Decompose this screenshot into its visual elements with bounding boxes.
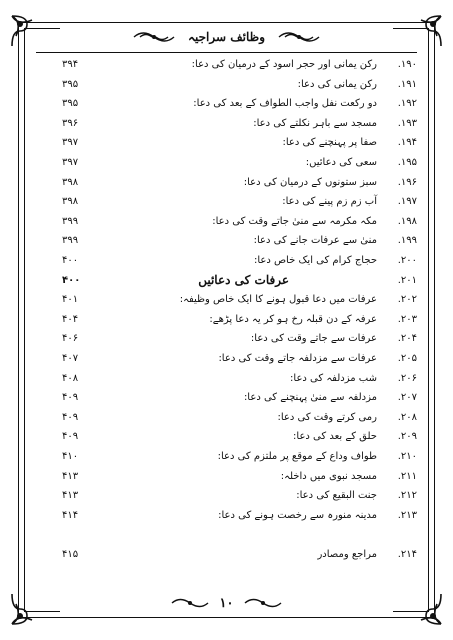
toc-row [36,154,417,174]
toc-entry-title: عرفات سے مزدلفہ جاتے وقت کی دعا: [218,353,377,364]
toc-page-number: ۳۹۴ [62,59,79,70]
toc-entry-number: ۲۰۳. [397,313,417,325]
toc-entry-number: ۱۹۲. [397,98,417,110]
header-divider [36,52,417,53]
running-header [60,24,393,50]
toc-entry-number: ۲۱۱. [397,470,417,482]
toc-section-heading [36,272,417,292]
toc-page-number: ۳۹۸ [62,176,79,188]
toc-entry-number: ۲۰۵. [397,353,417,364]
toc-entry-title: رکن یمانی کی دعا: [297,78,377,90]
toc-entry-title: مسجد نبوی میں داخلہ: [280,470,377,482]
toc-page-number: ۴۰۹ [62,392,79,404]
toc-entry-number: ۲۰۴. [397,333,417,345]
header-ornament-icon [277,29,321,45]
toc-row [36,350,417,370]
toc-entry-title: حلق کے بعد کی دعا: [293,431,377,443]
toc-entry-title: عرفات سے جاتے وقت کی دعا: [250,333,377,345]
toc-page-number: ۳۹۵ [62,78,79,90]
toc-page-number: ۴۰۰ [62,255,79,266]
toc-row [36,487,417,507]
page-footer [60,590,393,616]
toc-entry-number: ۱۹۷. [397,196,417,208]
toc-page-number: ۳۹۵ [62,98,79,110]
toc-row [36,252,417,272]
toc-row [36,134,417,154]
toc-entry-title: دو رکعت نفل واجب الطواف کے بعد کی دعا: [193,98,377,110]
corner-ornament-icon [10,14,44,48]
corner-ornament-icon [10,592,44,626]
corner-ornament-icon [409,14,443,48]
toc-entry-title: طواف وداع کے موقع پر ملتزم کی دعا: [217,451,377,462]
toc-entry-number: ۲۱۳. [397,509,417,521]
toc-entry-number: ۲۱۴. [397,549,417,561]
toc-row [36,330,417,350]
book-title: وظائف سراجیہ [187,30,266,44]
toc-page-number: ۴۰۹ [62,411,79,423]
toc-entry-title: رکن یمانی اور حجر اسود کے درمیان کی دعا: [191,59,377,70]
toc-page-number: ۴۰۶ [62,333,79,345]
toc-entry-title: مزدلفہ سے منیٰ پہنچنے کی دعا: [243,392,377,404]
toc-entry-title: مدینہ منورہ سے رخصت ہونے کی دعا: [218,509,377,521]
toc-row [36,389,417,409]
toc-entry-title: سبز ستونوں کے درمیان کی دعا: [243,176,377,188]
toc-entry-number: ۲۱۲. [397,490,417,502]
toc-row [36,546,417,566]
toc-page-number: ۴۰۸ [62,372,79,384]
toc-row [36,468,417,488]
toc-row [36,174,417,194]
toc-page-number: ۳۹۷ [62,157,79,168]
toc-entry-title: حجاج کرام کی ایک خاص دعا: [253,255,377,266]
toc-row [36,370,417,390]
toc-page-number: ۳۹۹ [62,215,79,227]
toc-page-number: ۴۰۱ [62,294,79,306]
toc-row [36,409,417,429]
toc-row [36,291,417,311]
toc-entry-title: عرفات کی دعائیں [198,272,289,287]
toc-row [36,213,417,233]
footer-ornament-icon [243,596,283,610]
toc-row [36,311,417,331]
toc-entry-number: ۲۰۶. [397,372,417,384]
toc-page-number: ۴۰۷ [62,353,79,364]
toc-entry-title: عرفہ کے دن قبلہ رخ ہو کر یہ دعا پڑھے: [209,313,377,325]
toc-row [36,56,417,76]
toc-entry-title: شب مزدلفہ کی دعا: [290,372,377,384]
toc-row [36,507,417,527]
toc-page-number: ۴۱۵ [62,549,79,561]
toc-row [36,193,417,213]
toc-entry-title: آب زم زم پینے کی دعا: [282,196,377,208]
toc-page-number: ۴۰۴ [62,313,79,325]
toc-page-number: ۴۱۳ [62,470,79,482]
toc-entry-title: منیٰ سے عرفات جانے کی دعا: [253,235,377,247]
toc-page-number: ۴۱۴ [62,509,79,521]
toc-row [36,448,417,468]
toc-entry-number: ۱۹۶. [397,176,417,188]
toc-page-number: ۴۱۰ [62,451,79,462]
toc-entry-number: ۲۰۱. [397,274,417,286]
toc-page-number: ۴۰۰ [62,274,81,286]
page-number: ۱۰ [219,595,234,611]
toc-page-number: ۴۱۳ [62,490,79,502]
toc-page-number: ۳۹۶ [62,117,79,129]
toc-row [36,428,417,448]
footer-ornament-icon [170,596,210,610]
toc-entry-title: مسجد سے باہر نکلتے کی دعا: [253,117,377,129]
toc-entry-number: ۱۹۹. [397,235,417,247]
toc-entry-number: ۱۹۵. [397,157,417,168]
toc-page-number: ۴۰۹ [62,431,79,443]
toc-row [36,232,417,252]
toc-entry-number: ۱۹۰. [397,59,417,70]
header-ornament-icon [132,29,176,45]
toc-entry-number: ۱۹۳. [397,117,417,129]
toc-entry-number: ۲۰۰. [397,255,417,266]
toc-entry-title: مکہ مکرمہ سے منیٰ جاتے وقت کی دعا: [212,215,377,227]
toc-row [36,115,417,135]
toc-entry-number: ۲۰۷. [397,392,417,404]
toc-entry-number: ۱۹۸. [397,215,417,227]
toc-entry-title: سعی کی دعائیں: [305,157,377,168]
toc-entry-title: عرفات میں دعا قبول ہونے کا ایک خاص وظیفہ: [179,294,377,306]
toc-row [36,76,417,96]
toc-page-number: ۳۹۸ [62,196,79,208]
toc-entry-title: مراجع ومصادر [317,549,377,561]
toc-entry-title: جنت البقیع کی دعا: [296,490,377,502]
corner-ornament-icon [409,592,443,626]
toc-entry-number: ۱۹۱. [397,78,417,90]
toc-entry-number: ۱۹۴. [397,137,417,149]
toc-entry-title: رمی کرتے وقت کی دعا: [277,411,377,423]
toc-entry-number: ۲۰۹. [397,431,417,443]
toc-row [36,95,417,115]
toc-page-number: ۳۹۹ [62,235,79,247]
toc-entry-number: ۲۱۰. [397,451,417,462]
toc-entry-number: ۲۰۲. [397,294,417,306]
toc-entry-number: ۲۰۸. [397,411,417,423]
toc-entry-title: صفا پر پہنچنے کی دعا: [282,137,377,149]
toc-page-number: ۳۹۷ [62,137,79,149]
